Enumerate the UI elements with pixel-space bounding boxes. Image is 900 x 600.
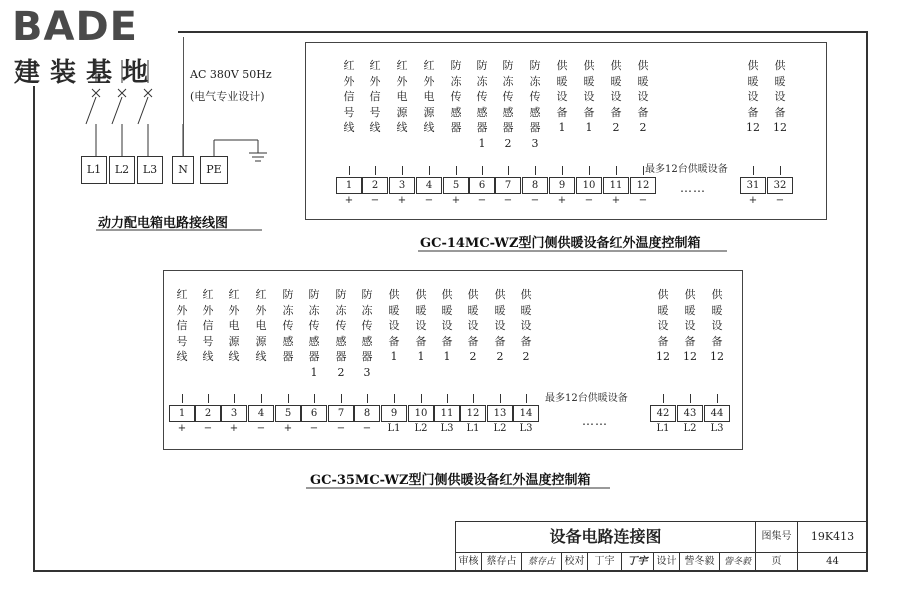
terminal-polarity: − bbox=[584, 195, 594, 206]
terminal-label: 防冻传感器1 bbox=[308, 288, 320, 379]
power-terminal: L1 bbox=[81, 156, 107, 184]
terminal-cell: 3 bbox=[389, 177, 415, 194]
terminal-cell: 7 bbox=[495, 177, 521, 194]
terminal-polarity: − bbox=[530, 195, 540, 206]
terminal-cell: 31 bbox=[740, 177, 766, 194]
terminal-label: 供暖设备2 bbox=[637, 59, 649, 134]
lead-tick bbox=[341, 394, 342, 403]
terminal-cell: 4 bbox=[416, 177, 442, 194]
terminal-cell: 11 bbox=[603, 177, 629, 194]
terminal-polarity: − bbox=[256, 423, 266, 434]
box1-caption: GC-14MC-WZ型门侧供暖设备红外温度控制箱 bbox=[420, 236, 701, 251]
terminal-polarity: − bbox=[775, 195, 785, 206]
lead-tick bbox=[643, 166, 644, 175]
terminal-polarity: + bbox=[451, 195, 461, 206]
terminal-label: 防冻传感器1 bbox=[476, 59, 488, 150]
terminal-label: 防冻传感器2 bbox=[335, 288, 347, 379]
box2-note: 最多12台供暖设备 bbox=[545, 393, 628, 404]
box1-ellipsis: …… bbox=[680, 181, 706, 195]
logo-brand: BADE bbox=[12, 4, 138, 50]
lead-tick bbox=[429, 166, 430, 175]
lead-tick bbox=[182, 394, 183, 403]
power-diagram-caption: 动力配电箱电路接线图 bbox=[98, 216, 229, 231]
review-label: 审核 bbox=[456, 552, 482, 571]
terminal-label: 红外电源线 bbox=[255, 288, 267, 363]
terminal-label: 红外信号线 bbox=[176, 288, 188, 363]
terminal-polarity: L3 bbox=[519, 423, 533, 434]
terminal-label: 供暖设备1 bbox=[441, 288, 453, 363]
terminal-polarity: L1 bbox=[466, 423, 480, 434]
power-spec: AC 380V 50Hz bbox=[190, 68, 272, 81]
terminal-polarity: + bbox=[748, 195, 758, 206]
lead-tick bbox=[473, 394, 474, 403]
power-terminal: L3 bbox=[137, 156, 163, 184]
terminal-cell: 10 bbox=[576, 177, 602, 194]
lead-tick bbox=[526, 394, 527, 403]
terminal-cell: 14 bbox=[513, 405, 539, 422]
terminal-label: 防冻传感器 bbox=[450, 59, 462, 134]
terminal-polarity: L2 bbox=[493, 423, 507, 434]
terminal-cell: 4 bbox=[248, 405, 274, 422]
lead-tick bbox=[288, 394, 289, 403]
atlas-label: 图集号 bbox=[756, 522, 798, 552]
page-number: 44 bbox=[798, 552, 867, 571]
terminal-label: 供暖设备12 bbox=[656, 288, 670, 363]
lead-tick bbox=[753, 166, 754, 175]
lead-tick bbox=[456, 166, 457, 175]
terminal-label: 红外信号线 bbox=[343, 59, 355, 134]
terminal-cell: 8 bbox=[354, 405, 380, 422]
checker-signature: 丁宇 bbox=[622, 552, 654, 571]
designer-name: 訾冬毅 bbox=[680, 552, 720, 571]
terminal-polarity: + bbox=[344, 195, 354, 206]
terminal-cell: 12 bbox=[630, 177, 656, 194]
power-terminal: N bbox=[172, 156, 194, 184]
terminal-polarity: + bbox=[177, 423, 187, 434]
lead-tick bbox=[562, 166, 563, 175]
terminal-label: 防冻传感器2 bbox=[502, 59, 514, 150]
terminal-label: 供暖设备1 bbox=[415, 288, 427, 363]
terminal-polarity: L2 bbox=[414, 423, 428, 434]
terminal-cell: 3 bbox=[221, 405, 247, 422]
terminal-polarity: L1 bbox=[387, 423, 401, 434]
lead-tick bbox=[447, 394, 448, 403]
terminal-cell: 43 bbox=[677, 405, 703, 422]
terminal-label: 红外电源线 bbox=[423, 59, 435, 134]
lead-tick bbox=[482, 166, 483, 175]
checker-name: 丁宇 bbox=[588, 552, 622, 571]
lead-tick bbox=[717, 394, 718, 403]
terminal-polarity: − bbox=[336, 423, 346, 434]
terminal-polarity: + bbox=[611, 195, 621, 206]
terminal-cell: 42 bbox=[650, 405, 676, 422]
terminal-cell: 2 bbox=[362, 177, 388, 194]
design-label: 设计 bbox=[654, 552, 680, 571]
terminal-polarity: − bbox=[638, 195, 648, 206]
terminal-cell: 2 bbox=[195, 405, 221, 422]
terminal-polarity: + bbox=[557, 195, 567, 206]
lead-tick bbox=[616, 166, 617, 175]
lead-tick bbox=[375, 166, 376, 175]
terminal-polarity: L3 bbox=[440, 423, 454, 434]
terminal-cell: 1 bbox=[169, 405, 195, 422]
terminal-label: 红外电源线 bbox=[228, 288, 240, 363]
terminal-polarity: L1 bbox=[656, 423, 670, 434]
terminal-cell: 12 bbox=[460, 405, 486, 422]
terminal-label: 供暖设备12 bbox=[710, 288, 724, 363]
terminal-label: 供暖设备2 bbox=[467, 288, 479, 363]
title-block bbox=[455, 521, 866, 570]
reviewer-name: 蔡存占 bbox=[482, 552, 522, 571]
terminal-polarity: + bbox=[229, 423, 239, 434]
terminal-polarity: L3 bbox=[710, 423, 724, 434]
terminal-label: 防冻传感器 bbox=[282, 288, 294, 363]
terminal-label: 供暖设备12 bbox=[773, 59, 787, 134]
terminal-label: 供暖设备2 bbox=[494, 288, 506, 363]
lead-tick bbox=[314, 394, 315, 403]
terminal-label: 供暖设备1 bbox=[583, 59, 595, 134]
lead-tick bbox=[663, 394, 664, 403]
terminal-cell: 6 bbox=[469, 177, 495, 194]
lead-tick bbox=[780, 166, 781, 175]
check-label: 校对 bbox=[562, 552, 588, 571]
power-terminal: PE bbox=[200, 156, 228, 184]
terminal-polarity: L2 bbox=[683, 423, 697, 434]
box2-caption: GC-35MC-WZ型门侧供暖设备红外温度控制箱 bbox=[310, 473, 591, 488]
lead-tick bbox=[589, 166, 590, 175]
terminal-label: 供暖设备2 bbox=[520, 288, 532, 363]
designer-signature: 訾冬毅 bbox=[720, 552, 756, 571]
terminal-cell: 6 bbox=[301, 405, 327, 422]
terminal-label: 供暖设备12 bbox=[746, 59, 760, 134]
power-spec-note: (电气专业设计) bbox=[190, 90, 265, 103]
lead-tick bbox=[508, 166, 509, 175]
terminal-cell: 11 bbox=[434, 405, 460, 422]
terminal-cell: 9 bbox=[381, 405, 407, 422]
power-terminal: L2 bbox=[109, 156, 135, 184]
reviewer-signature: 蔡存占 bbox=[522, 552, 562, 571]
terminal-polarity: − bbox=[203, 423, 213, 434]
terminal-cell: 32 bbox=[767, 177, 793, 194]
terminal-label: 供暖设备12 bbox=[683, 288, 697, 363]
terminal-cell: 8 bbox=[522, 177, 548, 194]
lead-tick bbox=[535, 166, 536, 175]
lead-tick bbox=[208, 394, 209, 403]
lead-tick bbox=[421, 394, 422, 403]
terminal-label: 供暖设备1 bbox=[388, 288, 400, 363]
lead-tick bbox=[367, 394, 368, 403]
terminal-cell: 44 bbox=[704, 405, 730, 422]
terminal-cell: 13 bbox=[487, 405, 513, 422]
terminal-cell: 9 bbox=[549, 177, 575, 194]
terminal-label: 红外信号线 bbox=[202, 288, 214, 363]
terminal-label: 红外信号线 bbox=[369, 59, 381, 134]
terminal-polarity: − bbox=[309, 423, 319, 434]
atlas-number: 19K413 bbox=[810, 530, 855, 543]
terminal-polarity: − bbox=[503, 195, 513, 206]
box2-ellipsis: …… bbox=[582, 414, 608, 428]
lead-tick bbox=[402, 166, 403, 175]
terminal-cell: 1 bbox=[336, 177, 362, 194]
terminal-cell: 10 bbox=[408, 405, 434, 422]
terminal-label: 红外电源线 bbox=[396, 59, 408, 134]
logo-subtitle: 建装基地 bbox=[14, 58, 159, 88]
lead-tick bbox=[261, 394, 262, 403]
lead-tick bbox=[349, 166, 350, 175]
terminal-label: 供暖设备2 bbox=[610, 59, 622, 134]
terminal-label: 防冻传感器3 bbox=[529, 59, 541, 150]
box1-note: 最多12台供暖设备 bbox=[645, 164, 728, 175]
terminal-polarity: + bbox=[283, 423, 293, 434]
terminal-polarity: − bbox=[477, 195, 487, 206]
terminal-cell: 5 bbox=[443, 177, 469, 194]
terminal-cell: 5 bbox=[275, 405, 301, 422]
terminal-polarity: − bbox=[424, 195, 434, 206]
terminal-cell: 7 bbox=[328, 405, 354, 422]
drawing-title: 设备电路连接图 bbox=[456, 522, 756, 552]
lead-tick bbox=[394, 394, 395, 403]
terminal-polarity: − bbox=[362, 423, 372, 434]
terminal-label: 防冻传感器3 bbox=[361, 288, 373, 379]
terminal-polarity: + bbox=[397, 195, 407, 206]
lead-tick bbox=[234, 394, 235, 403]
lead-tick bbox=[500, 394, 501, 403]
page-label: 页 bbox=[756, 552, 798, 571]
terminal-polarity: − bbox=[370, 195, 380, 206]
lead-tick bbox=[690, 394, 691, 403]
terminal-label: 供暖设备1 bbox=[556, 59, 568, 134]
